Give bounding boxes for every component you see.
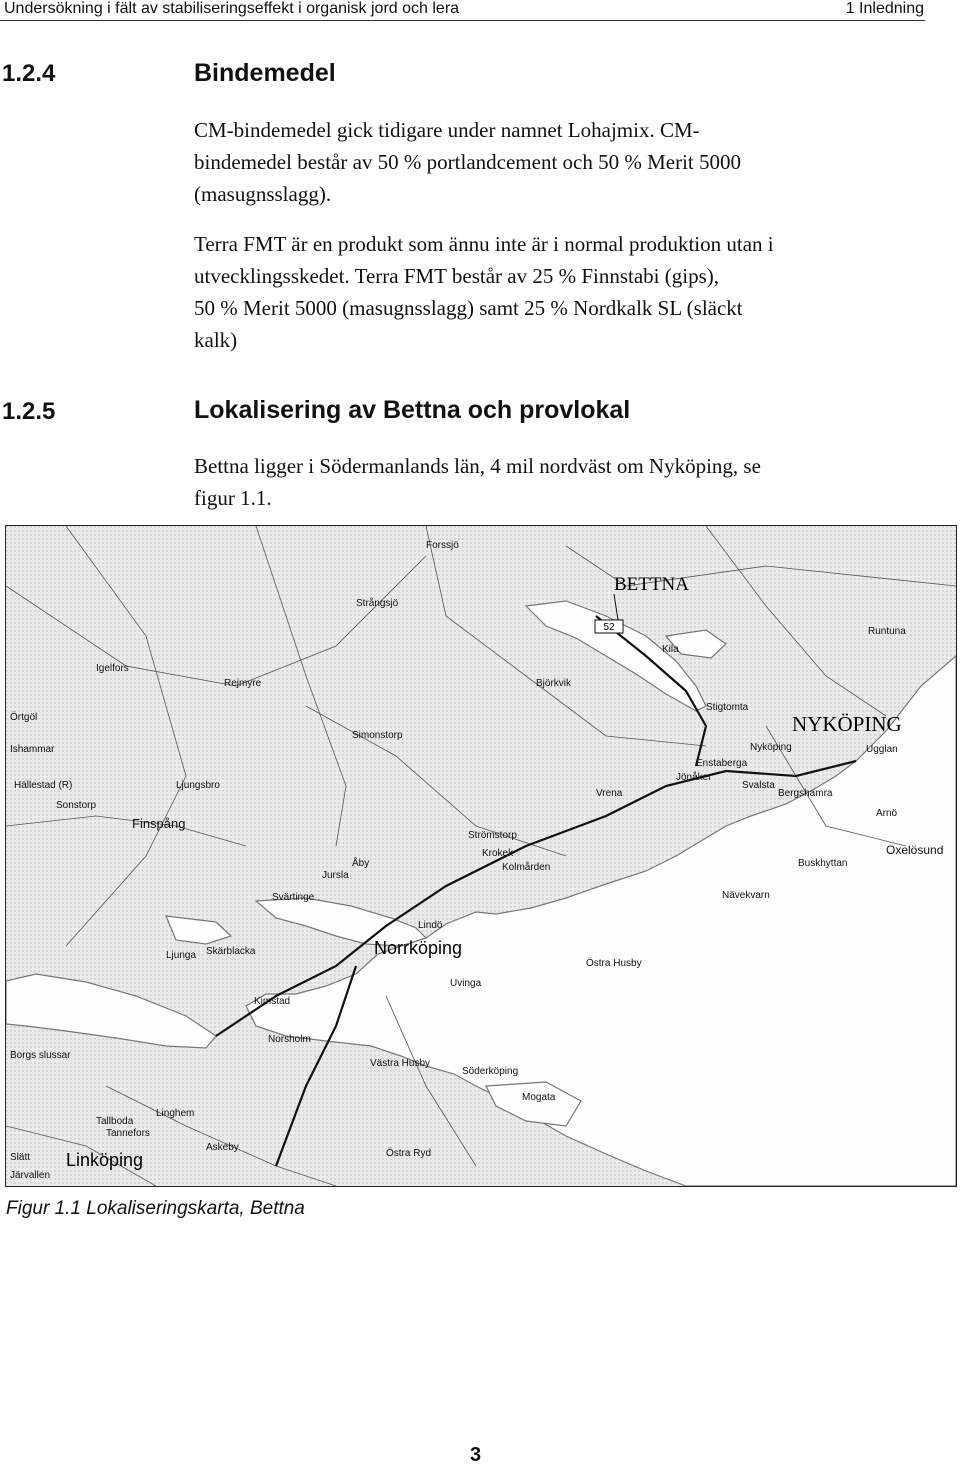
place-label: Finspång xyxy=(132,816,186,831)
place-label: Östra Ryd xyxy=(386,1148,432,1159)
header-chapter: 1 Inledning xyxy=(845,0,924,17)
place-label: Ishammar xyxy=(10,744,55,755)
place-label: Rejmyre xyxy=(224,678,262,689)
place-label: Stigtomta xyxy=(706,702,749,713)
place-label: Askeby xyxy=(206,1142,239,1153)
section-number-1-2-5: 1.2.5 xyxy=(2,398,56,425)
place-label: Arnö xyxy=(876,808,898,819)
place-label: Sonstorp xyxy=(56,800,97,811)
text-line: bindemedel består av 50 % portlandcement och 50 % Merit 5000 xyxy=(194,150,742,174)
place-label: Tallboda xyxy=(96,1116,134,1127)
section-number-1-2-4: 1.2.4 xyxy=(2,60,56,87)
place-label: Skärblacka xyxy=(206,946,256,957)
section-title-lokalisering: Lokalisering av Bettna och provlokal xyxy=(194,396,631,424)
place-label: Mogata xyxy=(522,1092,556,1103)
road-52-label: 52 xyxy=(603,622,615,633)
header-rule xyxy=(0,20,925,21)
text-line: kalk) xyxy=(194,328,238,352)
place-label: Norsholm xyxy=(268,1034,311,1045)
text-line: (masugnsslagg). xyxy=(194,182,332,206)
place-label: Kolmården xyxy=(502,862,551,873)
section-title-bindemedel: Bindemedel xyxy=(194,59,336,87)
place-label: Ljungsbro xyxy=(176,780,220,791)
place-label: Oxelösund xyxy=(886,843,944,857)
place-label: Jursla xyxy=(322,870,349,881)
place-label: Ugglan xyxy=(866,744,898,755)
place-label: Krokek xyxy=(482,848,514,859)
text-line: Bettna ligger i Södermanlands län, 4 mil nordväst om Nyköping, se xyxy=(194,454,761,478)
place-label: Bergshamra xyxy=(778,788,833,799)
place-label: Svalsta xyxy=(742,780,775,791)
place-label: Björkvik xyxy=(536,678,572,689)
map-graphic xyxy=(6,526,956,1186)
place-label: Östra Husby xyxy=(586,958,642,969)
text-line: 50 % Merit 5000 (masugnsslagg) samt 25 % Nordkalk SL (släckt xyxy=(194,296,743,320)
place-label: Tannefors xyxy=(106,1128,150,1139)
place-label: Örtgöl xyxy=(10,712,38,723)
place-label: Enstaberga xyxy=(696,758,748,769)
location-map-figure xyxy=(5,525,957,1187)
place-label: Svärtinge xyxy=(272,892,315,903)
place-label: Järvallen xyxy=(10,1170,51,1181)
header-document-title: Undersökning i fält av stabiliseringseffekt i organisk jord och lera xyxy=(4,0,460,17)
place-label: Strångsjö xyxy=(356,598,399,609)
text-line: figur 1.1. xyxy=(194,486,272,510)
norrkoping-large-label: Norrköping xyxy=(374,938,463,958)
place-label: Slätt xyxy=(10,1152,31,1163)
place-label: Uvinga xyxy=(450,978,482,989)
running-header xyxy=(0,0,960,18)
place-label: Nävekvarn xyxy=(722,890,770,901)
place-label: Runtuna xyxy=(868,626,906,637)
place-label: Västra Husby xyxy=(370,1058,431,1069)
place-label: Forssjö xyxy=(426,540,459,551)
place-label: Nyköping xyxy=(750,742,792,753)
place-label: Simonstorp xyxy=(352,730,403,741)
bettna-label: BETTNA xyxy=(614,574,689,595)
place-label: Igelfors xyxy=(96,663,129,674)
place-label: Lindö xyxy=(418,920,443,931)
place-label: Kila xyxy=(662,644,679,655)
place-label: Borgs slussar xyxy=(10,1050,71,1061)
figure-caption: Figur 1.1 Lokaliseringskarta, Bettna xyxy=(6,1198,305,1219)
place-label: Jönåker xyxy=(676,772,712,783)
nykoping-large-label: NYKÖPING xyxy=(792,712,902,736)
text-line: CM-bindemedel gick tidigare under namnet Lohajmix. CM- xyxy=(194,118,700,142)
place-label: Hällestad (R) xyxy=(14,780,73,791)
linkoping-large-label: Linköping xyxy=(66,1150,144,1170)
place-label: Vrena xyxy=(596,788,623,799)
place-label: Åby xyxy=(352,858,370,869)
place-label: Strömstorp xyxy=(468,830,517,841)
place-label: Söderköping xyxy=(462,1066,519,1077)
place-label: Ljunga xyxy=(166,950,197,961)
paragraph-bettna-location xyxy=(194,450,934,514)
place-label: Linghem xyxy=(156,1108,195,1119)
page-number: 3 xyxy=(470,1444,482,1466)
paragraph-terra-fmt xyxy=(194,228,934,356)
place-label: Kimstad xyxy=(254,996,291,1007)
paragraph-cm-bindemedel xyxy=(194,114,934,210)
text-line: utvecklingsskedet. Terra FMT består av 25 % Finnstabi (gips), xyxy=(194,264,719,288)
place-label: Buskhyttan xyxy=(798,858,848,869)
text-line: Terra FMT är en produkt som ännu inte är i normal produktion utan i xyxy=(194,232,774,256)
